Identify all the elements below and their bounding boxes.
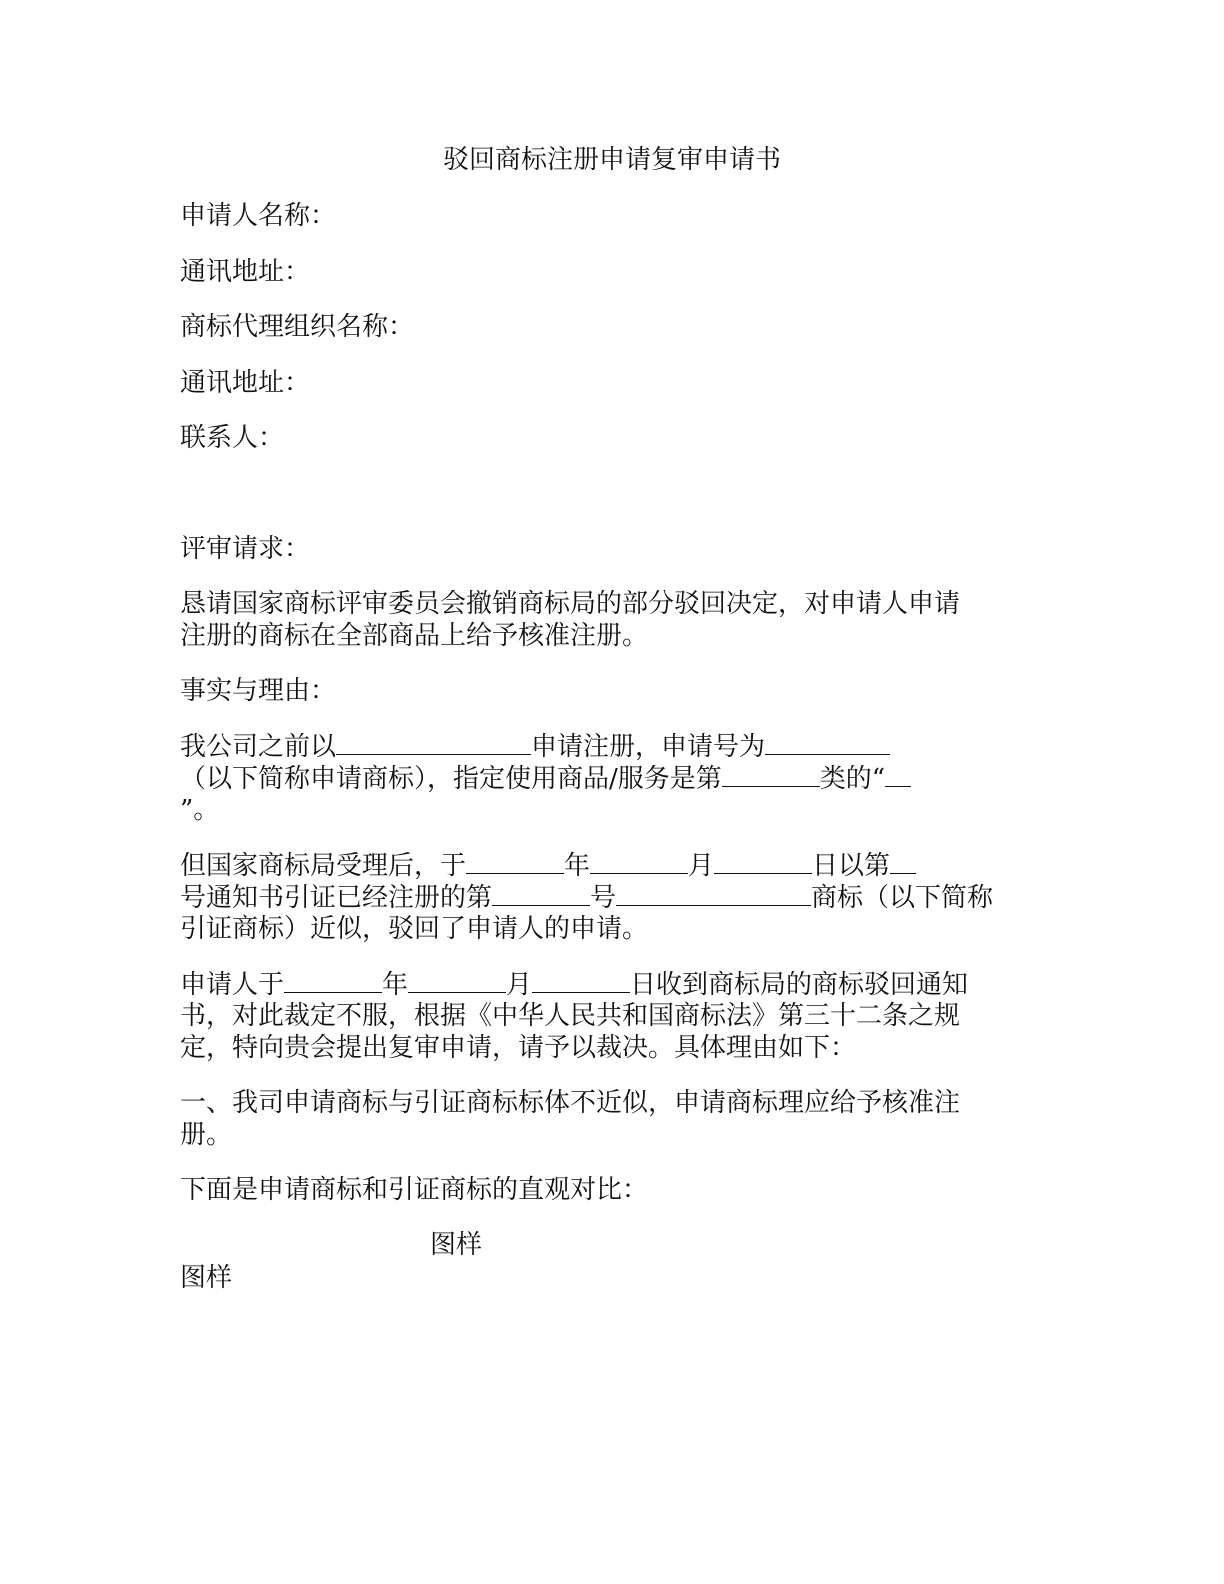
blank-underline xyxy=(466,849,564,874)
facts-p2-line-2 xyxy=(180,881,993,914)
text-segment: 年 xyxy=(382,970,409,1000)
text-segment: 申请注册，申请号为 xyxy=(531,732,766,762)
facts-p4-line-1: 一、我司申请商标与引证商标标体不近似，申请商标理应给予核准注 xyxy=(180,1088,961,1118)
facts-p1-line-2 xyxy=(180,762,911,795)
blank-underline xyxy=(722,762,820,787)
text-segment: 日以第 xyxy=(812,851,891,881)
text-segment: 我公司之前以 xyxy=(180,732,337,762)
blank-underline xyxy=(532,968,630,993)
blank-underline xyxy=(714,849,812,874)
text-segment: 类的“ xyxy=(819,764,886,794)
text-segment: 日收到商标局的商标驳回通知 xyxy=(630,970,969,1000)
document-title: 驳回商标注册申请复审申请书 xyxy=(442,145,781,175)
text-segment: 年 xyxy=(564,851,591,881)
facts-p3-line-3: 定，特向贵会提出复审申请，请予以裁决。具体理由如下： xyxy=(180,1033,857,1063)
applicant-address-field: 通讯地址： xyxy=(180,257,311,287)
blank-underline xyxy=(616,881,811,906)
facts-p3-line-1 xyxy=(180,968,968,1001)
agent-address-field: 通讯地址： xyxy=(180,368,311,398)
blank-underline xyxy=(890,849,916,874)
blank-underline xyxy=(765,730,890,755)
blank-underline xyxy=(336,730,531,755)
blank-underline xyxy=(284,968,382,993)
review-request-heading: 评审请求： xyxy=(180,534,311,564)
facts-p2-line-1 xyxy=(180,849,916,882)
text-segment: 申请人于 xyxy=(180,970,285,1000)
facts-heading: 事实与理由： xyxy=(180,676,337,706)
sample-label-applied: 图样 xyxy=(430,1230,483,1260)
text-segment: （以下简称申请商标），指定使用商品/服务是第 xyxy=(180,764,722,794)
blank-underline xyxy=(408,968,506,993)
blank-underline xyxy=(492,881,590,906)
review-request-line-2: 注册的商标在全部商品上给予核准注册。 xyxy=(180,621,649,651)
blank-underline xyxy=(590,849,688,874)
facts-p2-line-3: 引证商标）近似，驳回了申请人的申请。 xyxy=(180,914,649,944)
text-segment: 但国家商标局受理后，于 xyxy=(180,851,467,881)
sample-label-cited: 图样 xyxy=(180,1263,233,1293)
facts-p1-line-1 xyxy=(180,730,890,763)
blank-underline xyxy=(885,762,911,787)
facts-p3-line-2: 书，对此裁定不服，根据《中华人民共和国商标法》第三十二条之规 xyxy=(180,1001,961,1031)
contact-field: 联系人： xyxy=(180,423,285,453)
applicant-name-field: 申请人名称： xyxy=(180,201,337,231)
agent-name-field: 商标代理组织名称： xyxy=(180,312,415,342)
text-segment: 号通知书引证已经注册的第 xyxy=(180,883,493,913)
text-segment: 月 xyxy=(506,970,533,1000)
text-segment: 号 xyxy=(590,883,617,913)
facts-p4-line-2: 册。 xyxy=(180,1120,233,1150)
text-segment: 月 xyxy=(688,851,715,881)
text-segment: 商标（以下简称 xyxy=(811,883,994,913)
facts-p1-line-3: ”。 xyxy=(180,795,220,825)
review-request-line-1: 恳请国家商标评审委员会撤销商标局的部分驳回决定，对申请人申请 xyxy=(180,589,961,619)
facts-p5: 下面是申请商标和引证商标的直观对比： xyxy=(180,1175,649,1205)
